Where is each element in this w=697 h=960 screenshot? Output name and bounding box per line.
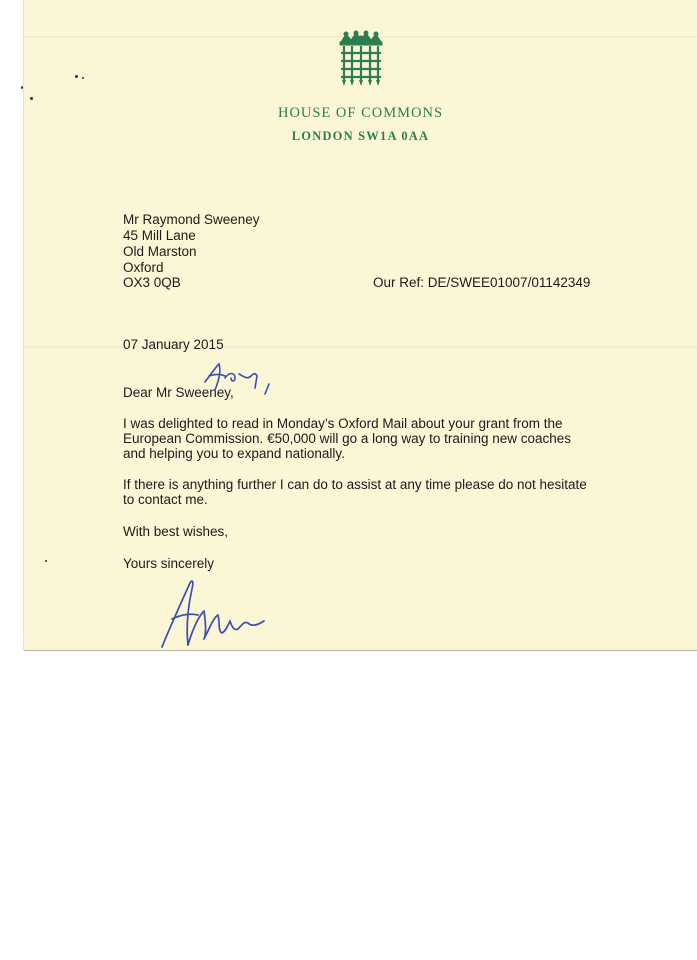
body-line: European Commission. €50,000 will go a long way to training new coaches <box>123 431 572 446</box>
portcullis-icon <box>336 30 386 90</box>
reference-number: Our Ref: DE/SWEE01007/01142349 <box>373 275 591 290</box>
speck <box>21 86 23 89</box>
body-line: and helping you to expand nationally. <box>123 446 345 461</box>
recipient-street: 45 Mill Lane <box>123 228 196 243</box>
body-line: If there is anything further I can do to assist at any time please do not hesitate <box>123 477 587 492</box>
signature <box>154 575 284 653</box>
letter-date: 07 January 2015 <box>123 337 224 352</box>
salutation: Dear Mr Sweeney, <box>123 385 234 400</box>
letterhead-address: LONDON SW1A 0AA <box>291 129 430 143</box>
letter-paper <box>24 0 697 650</box>
speck <box>82 77 84 79</box>
body-line: to contact me. <box>123 492 208 507</box>
body-line: I was delighted to read in Monday’s Oxford Mail about your grant from the <box>123 416 563 431</box>
recipient-locality: Old Marston <box>123 244 197 259</box>
closing-wishes: With best wishes, <box>123 524 229 539</box>
speck <box>75 75 78 78</box>
speck <box>30 97 33 100</box>
speck <box>45 560 47 562</box>
recipient-postcode: OX3 0QB <box>123 275 181 290</box>
recipient-town: Oxford <box>123 260 164 275</box>
recipient-name: Mr Raymond Sweeney <box>123 212 260 227</box>
handwritten-name <box>191 360 281 400</box>
closing-signoff: Yours sincerely <box>123 556 215 571</box>
letterhead-title: HOUSE OF COMMONS <box>277 105 444 121</box>
